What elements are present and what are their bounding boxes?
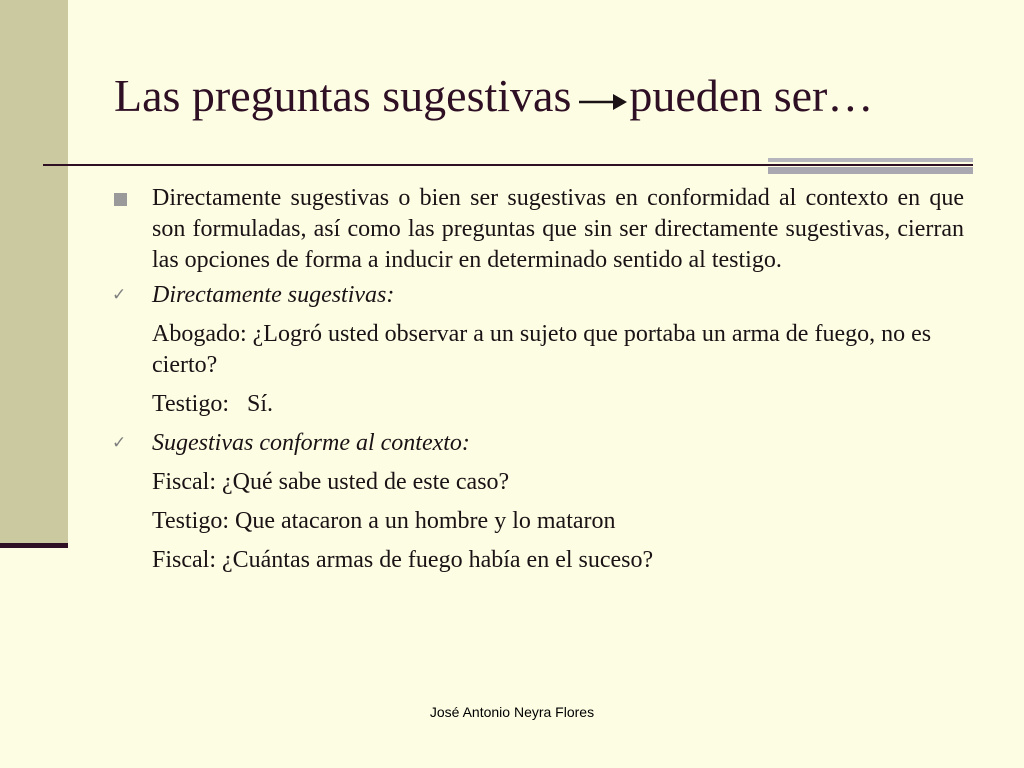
checkmark-icon: ✓ (112, 285, 127, 305)
section-heading-directas: Directamente sugestivas: (152, 282, 395, 308)
check-bullet-contexto (112, 428, 964, 459)
dialogue-text: Fiscal: ¿Cuántas armas de fuego había en el suceso? (152, 547, 654, 573)
dialogue-text: Fiscal: ¿Qué sabe usted de este caso? (152, 469, 510, 495)
dialogue-text: Testigo: Que atacaron a un hombre y lo mataron (152, 508, 616, 534)
accent-stripe-bottom (768, 167, 973, 174)
title-divider-accent (768, 158, 973, 178)
left-decorative-bar (0, 0, 68, 543)
right-arrow-icon (579, 89, 627, 113)
checkmark-icon: ✓ (112, 433, 127, 453)
dialogue-text: Abogado: ¿Logró usted observar a un sujeto que portaba un arma de fuego, no es cierto? (152, 321, 932, 378)
dialogue-line (112, 467, 964, 498)
dialogue-text: Testigo: Sí. (152, 391, 273, 417)
slide-body (112, 183, 964, 576)
square-bullet-icon (114, 193, 127, 206)
title-text-after: pueden ser… (629, 70, 874, 121)
dialogue-line (112, 545, 964, 576)
check-bullet-directas (112, 280, 964, 311)
main-bullet (112, 183, 964, 276)
slide-footer-author: José Antonio Neyra Flores (429, 704, 595, 720)
dialogue-line (112, 319, 964, 381)
section-heading-contexto: Sugestivas conforme al contexto: (152, 430, 470, 456)
slide-title (114, 68, 873, 124)
dialogue-line (112, 389, 964, 420)
accent-stripe-top (768, 158, 973, 162)
main-paragraph: Directamente sugestivas o bien ser sugestivas en conformidad al contexto en que son formuladas, así como las preguntas que sin ser directamente sugestivas, cierran las opciones de forma a inducir en determinado sentido al testigo. (152, 185, 964, 273)
left-bar-underline (0, 543, 68, 548)
dialogue-line (112, 506, 964, 537)
title-text-before: Las preguntas sugestivas (114, 70, 572, 121)
